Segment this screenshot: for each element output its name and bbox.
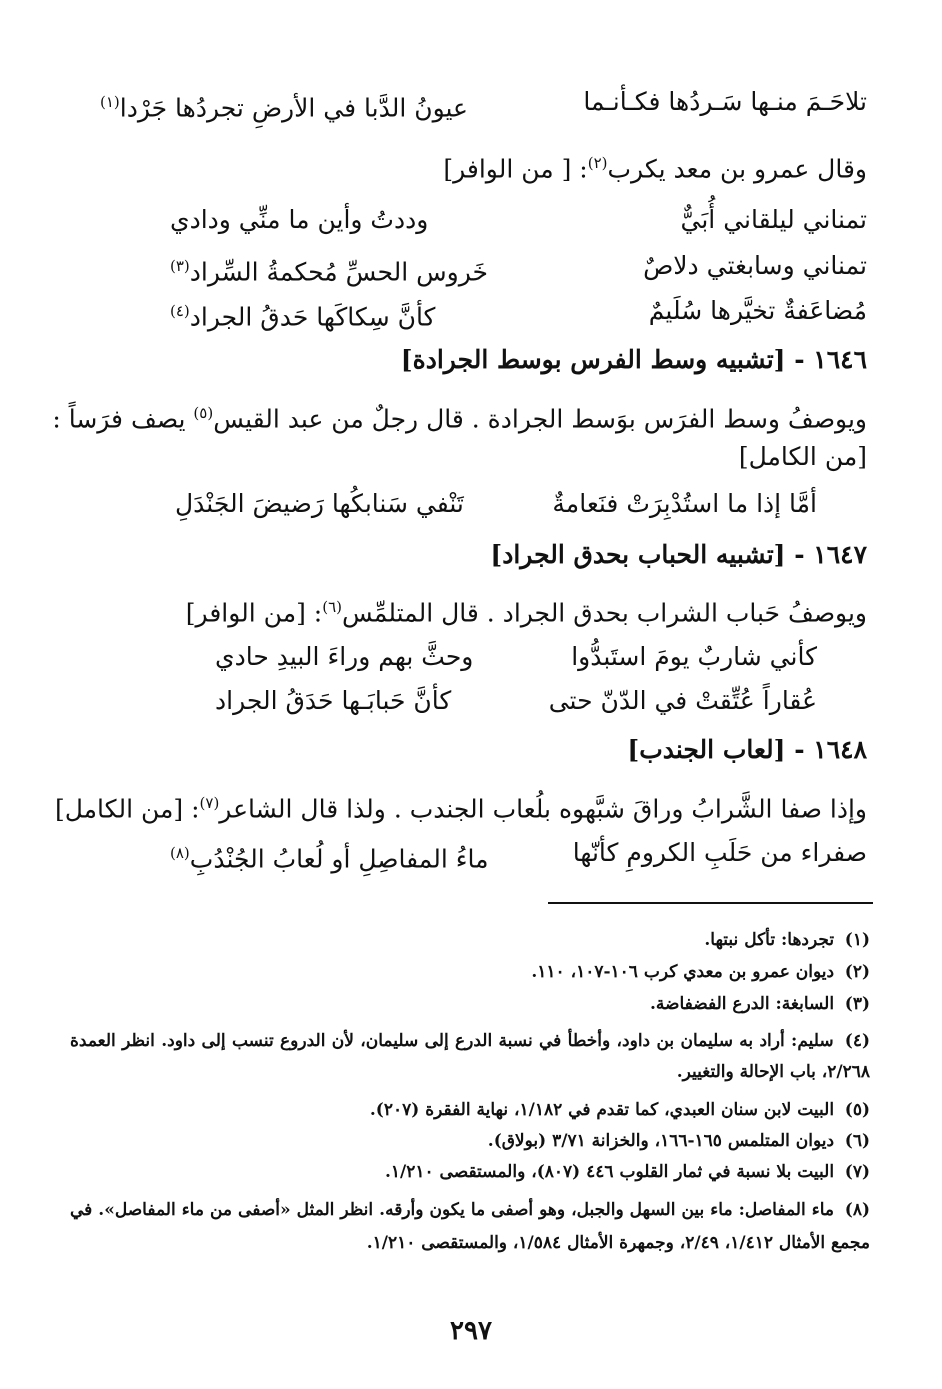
- verse-line: [60, 84, 867, 123]
- verse-right-hemistich: عُقاراً عُتِّقتْ في الدّنّ حتى: [548, 686, 817, 715]
- footnote-marker: (٣): [170, 257, 190, 275]
- verse-left-hemistich: وحثَّ بهم وراءَ البيدِ حادي: [215, 642, 474, 671]
- footnote-marker: (٤): [170, 302, 190, 320]
- paragraph-text: وقال عمرو بن معد يكرب: [607, 154, 867, 184]
- footnote-number: (٤): [844, 1031, 870, 1051]
- footnote: [70, 992, 870, 1016]
- verse-left-hemistich: [170, 835, 489, 877]
- footnote-number: (٢): [844, 962, 870, 982]
- verse-line: [60, 248, 867, 287]
- verse-left-hemistich: [170, 248, 488, 290]
- verse-right-hemistich: مُضاعَفةٌ تخيَّرها سُلَيمٌ: [648, 296, 867, 325]
- footnote-number: (٨): [844, 1200, 870, 1220]
- verse-left-hemistich: [170, 293, 435, 335]
- footnote-marker: (٢): [587, 154, 608, 172]
- footnote-marker: (١): [100, 93, 120, 111]
- page-number: ٢٩٧: [450, 1316, 492, 1346]
- verse-right-hemistich: أمَّا إذا ما استُدْبِرَتْ فنَعامةٌ: [552, 489, 817, 518]
- footnote-text: سليم: أراد به سليمان بن داود، وأخطأ في نسبة الدرع إلى سليمان، لأن الدروع تنسب إلى داود. انظر العمدة ٢/٢٦٨، باب الإحالة والتغيير.: [70, 1031, 870, 1082]
- footnote-text: البيت بلا نسبة في ثمار القلوب ٤٤٦ (٨٠٧)، والمستقصى ١/٢١٠.: [384, 1162, 835, 1182]
- verse-left-hemistich: [100, 84, 468, 126]
- verse-right-hemistich: تمناني ليلقاني أُبَيٌّ: [680, 205, 867, 234]
- footnote: [70, 1160, 870, 1184]
- paragraph: [52, 396, 867, 436]
- footnote-text: ماء المفاصل: ماء بين السهل والجبل، وهو أصفى ما يكون وأرقه. انظر المثل «أصفى من ماء المفاصل». في مجمع الأمثال ١/٤١٢، ٢/٤٩، وجمهرة الأمثال ١/٥٨٤، والمستقصى ١/٢١٠.: [70, 1200, 870, 1253]
- verse-left-hemistich: كأنَّ حَبابَـها حَدَقُ الجراد: [215, 686, 452, 715]
- verse-line: [60, 486, 867, 522]
- footnote-marker: (٧): [199, 794, 220, 812]
- footnote: [70, 1129, 870, 1153]
- hemistich-text: كأنَّ سِكاكَها حَدقُ الجراد: [189, 302, 436, 332]
- footnote-marker: (٨): [170, 844, 190, 862]
- footnote-text: تجردها: تأكل نبتها.: [704, 930, 835, 950]
- hemistich-text: عيونُ الدَّبا في الأرضِ تجردُها جَرْدا: [119, 93, 468, 123]
- section-heading: ١٦٤٨ - [لعاب الجندب]: [627, 735, 867, 764]
- verse-right-hemistich: صفراء من حَلَبِ الكرومِ كأنّها: [572, 838, 867, 867]
- verse-right-hemistich: تلاحَـمَ منـها سَـردُها فكـأنـما: [583, 87, 867, 116]
- paragraph-text: وإذا صفا الشَّرابُ وراقَ شبَّهوه بلُعاب الجندب . ولذا قال الشاعر: [219, 794, 867, 824]
- paragraph: [70, 146, 867, 186]
- footnote: [70, 1194, 870, 1260]
- hemistich-text: ماءُ المفاصِلِ أو لُعابُ الجُنْدُبِ: [189, 844, 489, 874]
- verse-line: [60, 202, 867, 238]
- section-heading: ١٦٤٧ - [تشبيه الحباب بحدق الجراد]: [490, 540, 867, 569]
- paragraph-text: يصف فرَساً :: [52, 404, 194, 434]
- section-heading: ١٦٤٦ - [تشبيه وسط الفرس بوسط الجرادة]: [400, 345, 867, 374]
- footnote: [70, 960, 870, 984]
- verse-right-hemistich: تمناني وسابغتي دلاصٌ: [643, 251, 867, 280]
- footnote-marker: (٥): [193, 404, 214, 422]
- meter-label: : [من الكامل]: [54, 794, 200, 824]
- footnote-marker: (٦): [322, 598, 342, 616]
- footnote-text: البيت لابن سنان العبدي، كما تقدم في ١/١٨٢، نهاية الفقرة (٢٠٧).: [369, 1100, 835, 1120]
- footnote: [70, 928, 870, 952]
- verse-line: [60, 639, 867, 675]
- paragraph: [70, 590, 867, 630]
- footnote-text: السابغة: الدرع الفضفاضة.: [650, 994, 835, 1014]
- meter-label: : [ من الوافر]: [443, 154, 588, 184]
- paragraph-text: ويوصفُ وسط الفرَس بوَسط الجرادة . قال رجلٌ من عبد القيس: [213, 404, 867, 434]
- footnote-number: (٧): [844, 1162, 870, 1182]
- footnote: [70, 1098, 870, 1122]
- footnote-separator: [548, 902, 873, 904]
- footnote-number: (٣): [844, 994, 870, 1014]
- footnote-number: (٦): [844, 1131, 870, 1151]
- verse-left-hemistich: وددتُ وأين ما منِّي ودادي: [170, 205, 429, 234]
- verse-line: [60, 683, 867, 719]
- footnote-number: (٥): [844, 1100, 870, 1120]
- verse-line: [60, 835, 867, 874]
- meter-label: [من الكامل]: [738, 442, 867, 471]
- verse-line: [60, 293, 867, 332]
- footnote-text: ديوان المتلمس ١٦٥-١٦٦، والخزانة ٣/٧١ (بولاق).: [487, 1131, 835, 1151]
- paragraph: [54, 786, 867, 826]
- paragraph-text: ويوصفُ حَباب الشراب بحدق الجراد . قال المتلمِّس: [342, 598, 867, 628]
- footnote: [70, 1026, 870, 1088]
- meter-label: : [من الوافر]: [185, 598, 323, 628]
- footnote-text: ديوان عمرو بن معدي كرب ١٠٦-١٠٧، ١١٠.: [531, 962, 835, 982]
- hemistich-text: خَروس الحسِّ مُحكمةُ السِّراد: [189, 257, 488, 287]
- verse-left-hemistich: تَنْفي سَنابكُها رَضيضَ الجَنْدَلِ: [175, 489, 464, 518]
- verse-right-hemistich: كأني شاربٌ يومَ استَبدُّوا: [571, 642, 817, 671]
- footnote-number: (١): [844, 930, 870, 950]
